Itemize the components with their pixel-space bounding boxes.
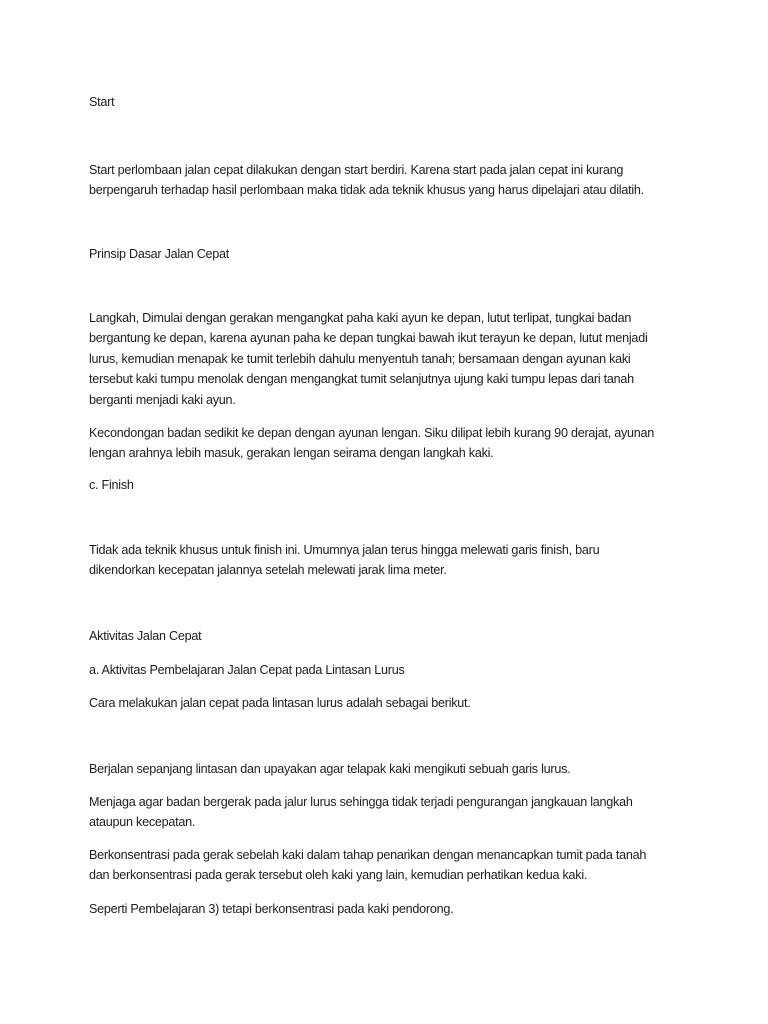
text-line: Kecondongan badan sedikit ke depan dengan ayunan lengan. Siku dilipat lebih kurang 90 derajat, ayunan (89, 426, 655, 440)
paragraph-finish (89, 540, 599, 581)
paragraph-berkonsentrasi (89, 845, 646, 886)
paragraph-seperti (89, 899, 453, 919)
text-line: Aktivitas Jalan Cepat (89, 629, 202, 643)
text-line: berpengaruh terhadap hasil perlombaan maka tidak ada teknik khusus yang harus dipelajari atau dilatih. (89, 183, 644, 198)
heading-aktivitas-a (89, 660, 405, 680)
text-line: dan berkonsentrasi pada gerak tersebut oleh kaki yang lain, kemudian perhatikan kedua kaki. (89, 868, 588, 883)
text-line: Menjaga agar badan bergerak pada jalur lurus sehingga tidak terjadi pengurangan jangkauan langkah (89, 795, 633, 809)
heading-start (89, 92, 114, 112)
heading-aktivitas (89, 626, 201, 646)
text-line: Seperti Pembelajaran 3) tetapi berkonsentrasi pada kaki pendorong. (89, 902, 454, 916)
text-line: c. Finish (89, 478, 134, 492)
heading-finish (89, 475, 134, 495)
heading-prinsip-dasar (89, 244, 229, 264)
text-line: Berkonsentrasi pada gerak sebelah kaki dalam tahap penarikan dengan menancapkan tumit pada tanah (89, 848, 647, 862)
text-line: bergantung ke depan, karena ayunan paha ke depan tungkai bawah ikut terayun ke depan, lutut menjadi (89, 331, 648, 346)
text-line: Tidak ada teknik khusus untuk finish ini. Umumnya jalan terus hingga melewati garis finish, baru (89, 543, 600, 557)
text-line: a. Aktivitas Pembelajaran Jalan Cepat pada Lintasan Lurus (89, 663, 405, 677)
text-line: lengan arahnya lebih masuk, gerakan lengan seirama dengan langkah kaki. (89, 446, 494, 461)
text-line: tersebut kaki tumpu menolak dengan mengangkat tumit selanjutnya ujung kaki tumpu lepas dari tanah (89, 372, 634, 387)
text-line: Start (89, 95, 115, 109)
text-line: Berjalan sepanjang lintasan dan upayakan agar telapak kaki mengikuti sebuah garis lurus. (89, 762, 571, 776)
text-line: dikendorkan kecepatan jalannya setelah melewati jarak lima meter. (89, 563, 447, 578)
paragraph-start (89, 160, 644, 201)
text-line: lurus, kemudian menapak ke tumit terlebih dahulu menyentuh tanah; bersamaan dengan ayunan kaki (89, 351, 631, 366)
text-line: Start perlombaan jalan cepat dilakukan dengan start berdiri. Karena start pada jalan cepat ini kurang (89, 163, 624, 177)
text-line: Prinsip Dasar Jalan Cepat (89, 247, 230, 261)
text-line: berganti menjadi kaki ayun. (89, 392, 236, 407)
text-line: Cara melakukan jalan cepat pada lintasan lurus adalah sebagai berikut. (89, 696, 471, 710)
paragraph-berjalan (89, 759, 570, 779)
text-line: Langkah, Dimulai dengan gerakan mengangkat paha kaki ayun ke depan, lutut terlipat, tungkai badan (89, 311, 632, 325)
text-line: ataupun kecepatan. (89, 815, 196, 830)
paragraph-langkah (89, 308, 648, 410)
paragraph-menjaga (89, 792, 633, 833)
paragraph-cara (89, 693, 471, 713)
paragraph-kecondongan (89, 423, 654, 464)
